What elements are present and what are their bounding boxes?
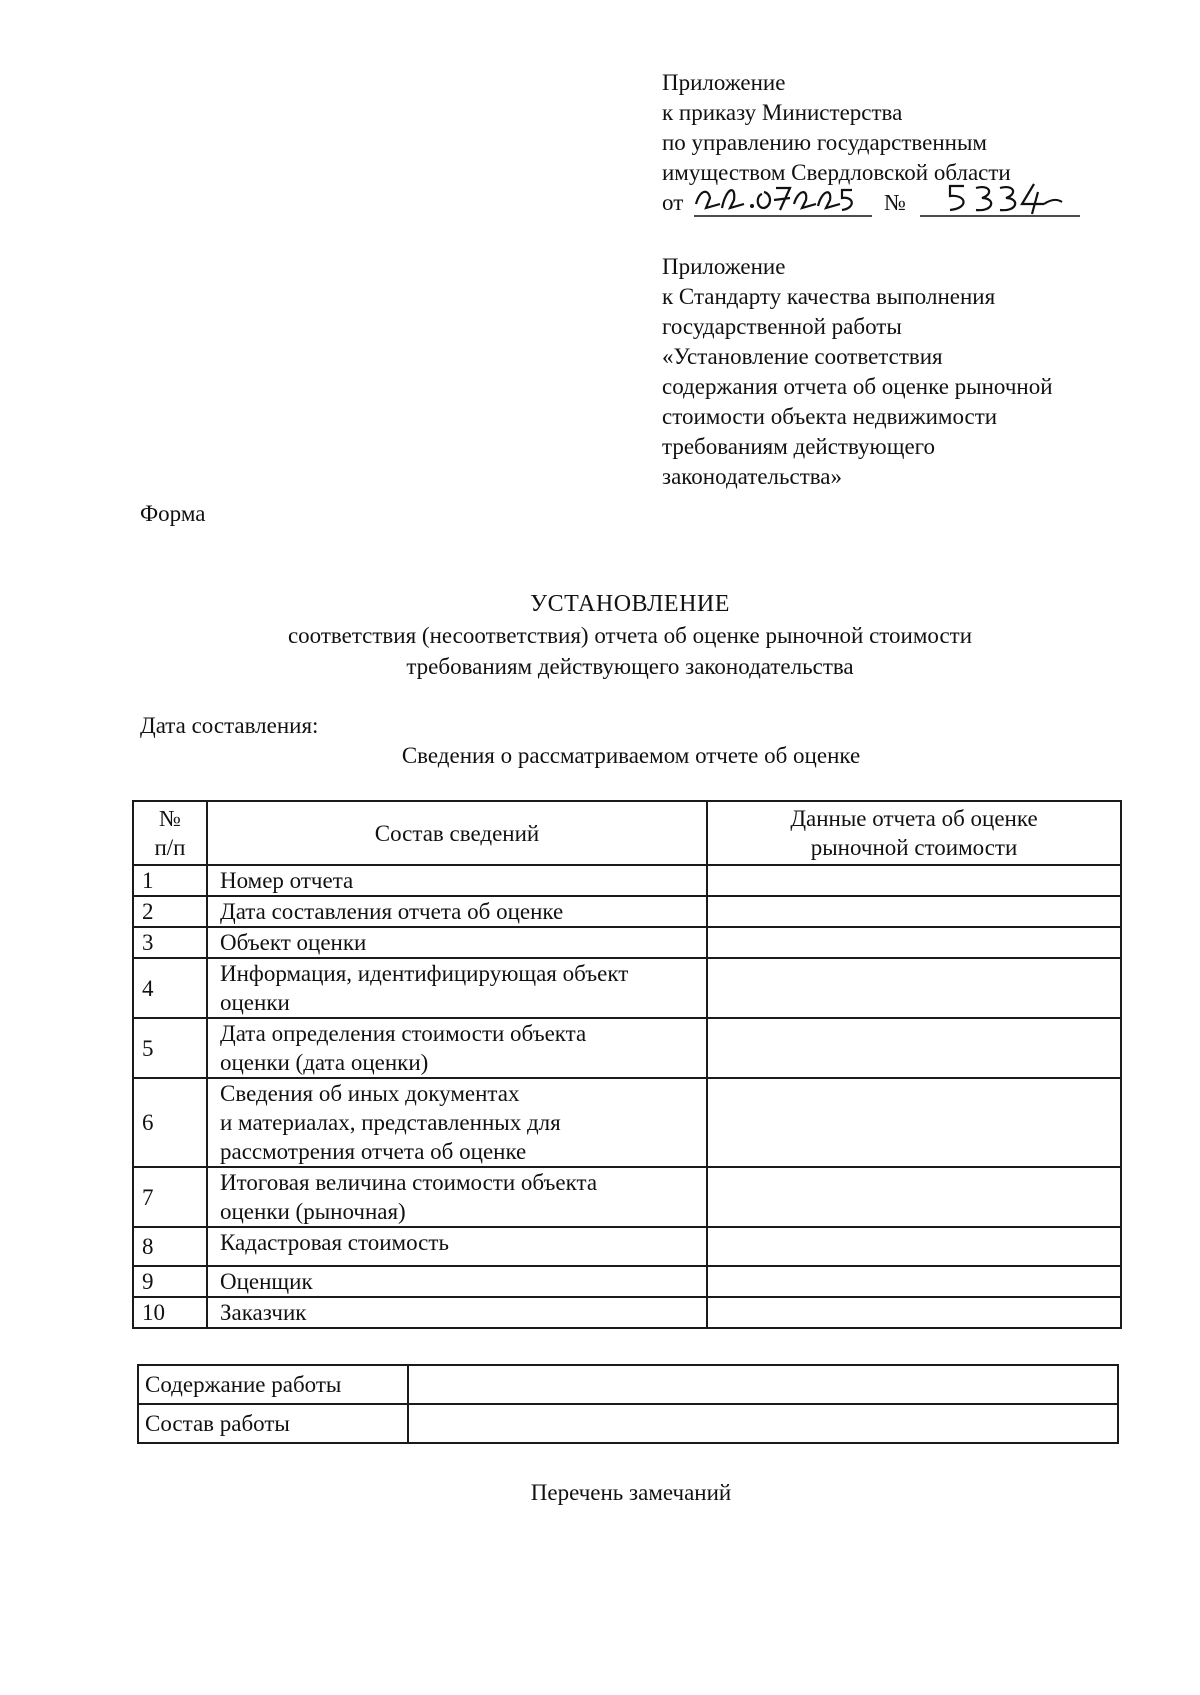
row-number-cell: 3 [133, 927, 207, 958]
header-data-line: рыночной стоимости [810, 835, 1018, 860]
header-num-cell [133, 801, 207, 865]
row-number-cell: 8 [133, 1227, 207, 1266]
work-value-cell[interactable] [408, 1404, 1118, 1443]
work-label-cell: Состав работы [138, 1404, 408, 1443]
row-label-line: Оценщик [220, 1269, 313, 1294]
approval-row [662, 188, 1011, 218]
title-subtitle-line: соответствия (несоответствия) отчета об оценке рыночной стоимости [287, 623, 973, 648]
table-header-row [133, 801, 1121, 865]
row-number-cell: 9 [133, 1266, 207, 1297]
row-value-cell[interactable] [707, 1078, 1121, 1167]
appendix-standard-line: содержания отчета об оценке рыночной [662, 374, 1053, 399]
title-subtitle-line: требованиям действующего законодательства [406, 654, 854, 679]
row-label-line: Информация, идентифицирующая объект [220, 961, 629, 986]
number-label: № [884, 190, 906, 215]
handwritten-number-signature [914, 174, 1084, 220]
table-row [133, 1227, 1121, 1266]
row-label-line: оценки (рыночная) [220, 1199, 406, 1224]
work-label-cell: Содержание работы [138, 1365, 408, 1404]
table-row [133, 1078, 1121, 1167]
row-number-cell: 1 [133, 865, 207, 896]
header-composition-cell: Состав сведений [207, 801, 707, 865]
row-label-line: оценки (дата оценки) [220, 1050, 429, 1075]
row-number-cell: 7 [133, 1167, 207, 1227]
table-row [138, 1404, 1118, 1443]
date-prefix: от [662, 190, 684, 215]
row-label-line: Кадастровая стоимость [220, 1230, 449, 1255]
header-num-line: п/п [154, 835, 186, 860]
row-label-line: рассмотрения отчета об оценке [220, 1139, 527, 1164]
appendix-standard-line: Приложение [662, 254, 786, 279]
row-number-cell: 2 [133, 896, 207, 927]
appendix-order-line: имуществом Свердловской области [662, 160, 1011, 185]
row-value-cell[interactable] [707, 1167, 1121, 1227]
row-label-line: Номер отчета [220, 868, 354, 893]
row-value-cell[interactable] [707, 1227, 1121, 1266]
work-value-cell[interactable] [408, 1365, 1118, 1404]
appendix-standard-line: к Стандарту качества выполнения [662, 284, 996, 309]
appendix-order-line: Приложение [662, 70, 786, 95]
row-label-cell [207, 896, 707, 927]
remarks-title: Перечень замечаний [530, 1480, 732, 1505]
row-label-line: Объект оценки [220, 930, 367, 955]
appendix-order-line: к приказу Министерства [662, 100, 903, 125]
row-label-line: Дата составления отчета об оценке [220, 899, 564, 924]
row-value-cell[interactable] [707, 927, 1121, 958]
row-label-cell [207, 958, 707, 1018]
row-number-cell: 5 [133, 1018, 207, 1078]
header-data-cell [707, 801, 1121, 865]
row-label-line: Дата определения стоимости объекта [220, 1021, 587, 1046]
appendix-order-block [662, 68, 1011, 218]
table-row [133, 927, 1121, 958]
row-label-cell [207, 1078, 707, 1167]
row-label-cell [207, 1018, 707, 1078]
row-label-cell [207, 927, 707, 958]
appendix-standard-line: законодательства» [662, 464, 843, 489]
row-label-line: и материалах, представленных для [220, 1110, 561, 1135]
row-value-cell[interactable] [707, 1297, 1121, 1328]
row-label-cell [207, 1266, 707, 1297]
row-value-cell[interactable] [707, 865, 1121, 896]
header-num-line: № [159, 806, 181, 831]
row-label-cell [207, 1167, 707, 1227]
table-row [133, 1297, 1121, 1328]
row-label-cell [207, 1297, 707, 1328]
document-title [0, 589, 1200, 682]
row-number-cell: 10 [133, 1297, 207, 1328]
row-value-cell[interactable] [707, 958, 1121, 1018]
title-main: УСТАНОВЛЕНИЕ [530, 591, 730, 617]
appendix-standard-line: государственной работы [662, 314, 902, 339]
appendix-standard-line: «Установление соответствия [662, 344, 943, 369]
row-label-line: Сведения об иных документах [220, 1081, 520, 1106]
table-row [133, 1167, 1121, 1227]
table-row [138, 1365, 1118, 1404]
row-value-cell[interactable] [707, 896, 1121, 927]
table-row [133, 1018, 1121, 1078]
report-info-caption: Сведения о рассматриваемом отчете об оценке [401, 743, 861, 768]
appendix-order-line: по управлению государственным [662, 130, 987, 155]
appendix-standard-line: требованиям действующего [662, 434, 936, 459]
report-info-table [132, 800, 1122, 1329]
table-row [133, 1266, 1121, 1297]
header-data-line: Данные отчета об оценке [790, 806, 1038, 831]
row-label-line: оценки [220, 990, 290, 1015]
handwritten-date-signature [686, 174, 876, 220]
table-row [133, 958, 1121, 1018]
appendix-standard-block [662, 252, 1053, 492]
row-value-cell[interactable] [707, 1018, 1121, 1078]
row-label-cell [207, 865, 707, 896]
row-label-line: Итоговая величина стоимости объекта [220, 1170, 598, 1195]
table-row [133, 896, 1121, 927]
appendix-standard-line: стоимости объекта недвижимости [662, 404, 998, 429]
row-label-cell [207, 1227, 707, 1266]
row-label-line: Заказчик [220, 1300, 307, 1325]
table-row [133, 865, 1121, 896]
row-number-cell: 6 [133, 1078, 207, 1167]
form-label: Форма [140, 501, 206, 526]
row-value-cell[interactable] [707, 1266, 1121, 1297]
compilation-date-label: Дата составления: [140, 713, 319, 738]
work-table [137, 1364, 1119, 1444]
row-number-cell: 4 [133, 958, 207, 1018]
